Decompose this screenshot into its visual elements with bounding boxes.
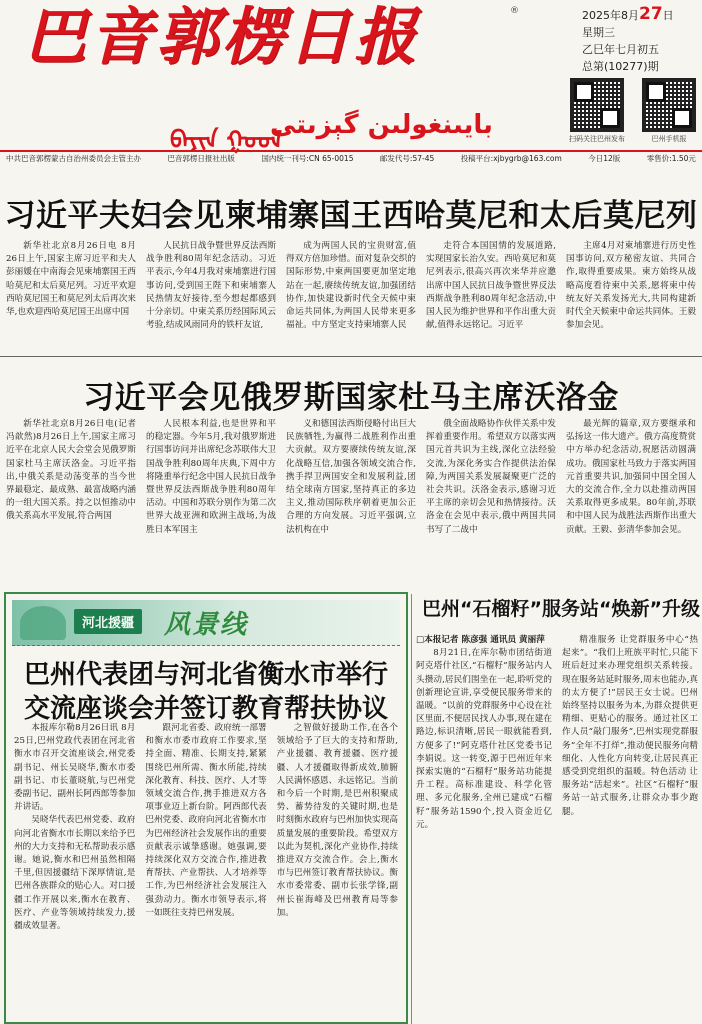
qr-left[interactable]	[568, 78, 626, 144]
press: 巴音郭楞日报社出版	[167, 154, 235, 163]
qr-code-icon	[570, 78, 624, 132]
submission-email: 投稿平台:xjbygrb@163.com	[460, 154, 562, 163]
article1-col: 走符合本国国情的发展道路,实现国家长治久安。西哈莫尼和莫尼列表示,很高兴再次来华并应邀出席中国人民抗日战争暨世界反法西斯战争胜利80周年纪念活动,中国人民为维护世界和平作出重大贡献,值得永远铭记。习近平	[426, 241, 556, 331]
article1-body	[6, 240, 696, 350]
headline-pomegranate-station[interactable]: 巴州“石榴籽”服务站“焕新”升级	[422, 598, 700, 620]
column-tag: 河北援疆	[74, 609, 142, 634]
feature-banner	[12, 600, 400, 646]
article2-col: 义和德国法西斯侵略付出巨大民族牺牲,为赢得二战胜利作出重大贡献。双方要赓续传统友谊,深化战略互信,加强各领域交流合作,携手捍卫两国安全和发展利益,团结全球南方国家,坚持真正的多边主义,推动国际秩序朝着更加公正合理的方向发展。习近平强调,立法机构在中	[286, 419, 416, 535]
column-divider	[411, 594, 412, 1024]
qr-left-label: 扫码关注巴州发布	[569, 135, 625, 143]
hebei-aid-feature-box	[4, 592, 408, 1024]
right-col: 精准服务 让党群服务中心“热起来”。“我们上班族平时忙,只能下班后赶过来办理党组织关系转接。现在服务站延时服务,周末也能办,真的太方便了!”居民王女士说。巴州始终坚持以服务为本,为群众提供更精细、更贴心的服务。通过社区工作人员“敲门服务”,巴州实现党群服务“全年不打烊”,推动便民服务向精细化、人性化方向转变,让居民真正感受到党组织的温暖。特色活动 让服务站“活起来”。社区“石榴籽”服务站一站式服务,让群众办事少跑腿。	[562, 635, 698, 817]
article2-body	[6, 418, 696, 596]
newspaper-logo: 巴音郭楞日报	[24, 0, 421, 73]
boxed-body	[14, 722, 398, 1018]
publication-info-bar	[0, 150, 702, 164]
cn-number: 国内统一刊号:CN 65-0015	[261, 154, 354, 163]
registered-mark: ®	[510, 6, 519, 16]
article1-col: 主席4月对柬埔寨进行历史性国事访问,双方秘密友谊、共同合作,取得重要成果。柬方始终从战略高度看待柬中关系,愿将柬中传统友好关系发扬光大,共同构建新时代全天候柬中命运共同体。王毅参加会见。	[566, 241, 696, 331]
issue-date: 2025年8月27日	[582, 4, 674, 24]
headline-xi-cambodia[interactable]: 习近平夫妇会见柬埔寨国王西哈莫尼和太后莫尼列	[4, 198, 698, 234]
pomegranate-station-article	[416, 594, 698, 1024]
article2-col: 俄全面战略协作伙伴关系中发挥着重要作用。希望双方以落实两国元首共识为主线,深化立法经验交流,为深化务实合作提供法治保障,为两国关系发展凝聚更广泛的社会共识。沃洛金表示,感谢习近平主席的亲切会见和热情接待。沃洛金在会见中表示,俄中两国共同书写了二战中	[426, 419, 556, 535]
byline: □本报记者 陈彦强 通讯员 黄丽萍	[416, 635, 545, 645]
qr-right-label: 巴州手机报	[651, 135, 687, 143]
column-title: 风景线	[164, 610, 249, 640]
weekday: 星期三	[582, 26, 615, 39]
boxed-col: 之智做好援助工作,在各个领域给予了巨大的支持和帮助,产业援疆、教育援疆、医疗援疆、人才援疆取得新成效,肺腑人民满怀感恩、永远铭记。当前和今后一个时期,是巴州积聚成势、蓄势待发的关键时期,也是时刻衡水政府与巴州加快实现高质量发展的重要阶段。希望双方以此为契机,深化产业协作,持续推进双方交流合作。会上,衡水市与巴州签订教育帮扶协议。衡水市委常委、副市长张学锋,副州长崔海峰及巴州教育局等参加。	[276, 723, 398, 918]
right-col: □本报记者 陈彦强 通讯员 黄丽萍 8月21日,在库尔勒市团结街道阿克塔什社区,“石榴籽”服务站内人头攒动,居民们围坐在一起,聆听党的创新理论宣讲,享受便民服务带来的温暖。“以前的党群服务中心设在社区里面,不便居民找人办事,现在建在路边,标识清晰,居民一眼就能看到,方便多了!”阿克塔什社区党委书记李娟说。这一转变,源于巴州近年来探索实施的“石榴籽”服务站功能提升工程。高标准建设、科学化管理、多元化服务,全州已建成“石榴籽”服务站1590个,投入资金近亿元。	[416, 635, 552, 830]
issue-number: 总第(10277)期	[582, 60, 659, 73]
article1-col: 成为两国人民的宝贵财富,值得双方倍加珍惜。面对复杂交织的国际形势,中柬两国要更加坚定地站在一起,赓续传统友谊,加强团结协作,加快建设新时代全天候中柬命运共同体,为两国人民带来更多福祉。中方坚定支持柬埔寨人民	[286, 241, 416, 331]
uyghur-title: بايىنغولىن گېزىتى	[270, 110, 493, 140]
postal-code: 邮发代号:57-45	[379, 154, 435, 163]
article2-col: 最光辉的篇章,双方要继承和弘扬这一伟大遗产。俄方高度赞赏中方举办纪念活动,祝愿活动圆满成功。俄国家杜马致力于落实两国元首重要共识,加强同中国全国人大的交流合作,全力以赴推动两国关系取得更多成果。80年前,苏联和中国人民为战胜法西斯作出重大贡献。王毅、彭清华参加会见。	[566, 419, 696, 535]
price: 零售价:1.50元	[646, 154, 696, 163]
article2-col: 人民根本利益,也是世界和平的稳定器。今年5月,我对俄罗斯进行国事访问并出席纪念苏联伟大卫国战争胜利80周年庆典,下周中方将隆重举行纪念中国人民抗日战争暨世界反法西斯战争胜利80周年活动。中国和苏联分别作为第二次世界大战亚洲和欧洲主战场,为战胜日本军国主	[146, 419, 276, 535]
mongolian-title: ᠪᠠᠶᠢᠨ ᠭᠣᠣᠯ	[170, 126, 283, 154]
article1-col: 新华社北京8月26日电 8月26日上午,国家主席习近平和夫人彭丽媛在中南海会见柬埔寨国王西哈莫尼和太后莫尼列。习近平欢迎西哈莫尼国王和莫尼列太后再次来华,也欢迎西哈莫尼国王出席中国	[6, 241, 136, 318]
right-body	[416, 634, 698, 1024]
boxed-col: 本报库尔勒8月26日讯 8月25日,巴州党政代表团在河北省衡水市召开交流座谈会,州党委副书记、州长吴晓华,衡水市委副书记、市长董晓航,与巴州党委副书记、副州长阿西郎等参加并讲话。 吴晓华代表巴州党委、政府向河北省衡水市长期以来给予巴州的大力支持和无私帮助表示感谢。她说,衡水和巴州虽然相隔千里,但因援疆结下深厚情谊,是巴州各族群众的贴心人。对口援疆工作开展以来,衡水在教育、医疗、产业等领域持续发力,援疆成效显著。	[14, 723, 136, 932]
headline-xi-volodin[interactable]: 习近平会见俄罗斯国家杜马主席沃洛金	[83, 380, 619, 416]
landscape-icon	[20, 606, 66, 640]
qr-code-icon	[642, 78, 696, 132]
section-divider	[0, 356, 702, 357]
headline-hengshui-agreement[interactable]: 巴州代表团与河北省衡水市举行交流座谈会并签订教育帮扶协议	[23, 660, 388, 724]
date-block	[582, 6, 698, 75]
lunar-date: 乙巳年七月初五	[582, 43, 659, 56]
qr-right[interactable]	[640, 78, 698, 144]
qr-codes	[568, 78, 698, 144]
boxed-col: 跟河北省委、政府统一部署和衡水市委市政府工作要求,坚持全面、精准、长期支持,紧紧围绕巴州所需、衡水所能,持续深化教育、科技、医疗、人才等领域交流合作,携手推进双方各项事业迈上新台阶。阿西郎代表巴州党委、政府向河北省衡水市为巴州经济社会发展作出的重要贡献表示诚挚感谢。她强调,要持续深化双方交流合作,推进教育帮扶、产业帮扶、人才培养等工作,为巴州经济社会发展注入强劲动力。衡水市领导表示,将一如既往支持巴州发展。	[145, 723, 267, 918]
publisher: 中共巴音郭楞蒙古自治州委员会主管主办	[6, 154, 141, 163]
article2-col: 新华社北京8月26日电(记者 冯歆然)8月26日上午,国家主席习近平在北京人民大会堂会见俄罗斯国家杜马主席沃洛金。习近平指出,中俄关系是动荡变革的当今世界最稳定、最成熟、最富战略内涵的一组大国关系。持之以恒推动中俄关系高水平发展,符合两国	[6, 419, 136, 522]
masthead	[0, 0, 702, 152]
issue-day: 27	[639, 4, 663, 24]
article1-col: 人民抗日战争暨世界反法西斯战争胜利80周年纪念活动。习近平表示,今年4月我对柬埔寨进行国事访问,受到国王陛下和柬埔寨人民热情友好接待,至今想起都感到十分亲切。中柬关系历经国际风云考验,结成风雨同舟的铁杆友谊,	[146, 241, 276, 331]
page-count: 今日12版	[588, 154, 621, 163]
